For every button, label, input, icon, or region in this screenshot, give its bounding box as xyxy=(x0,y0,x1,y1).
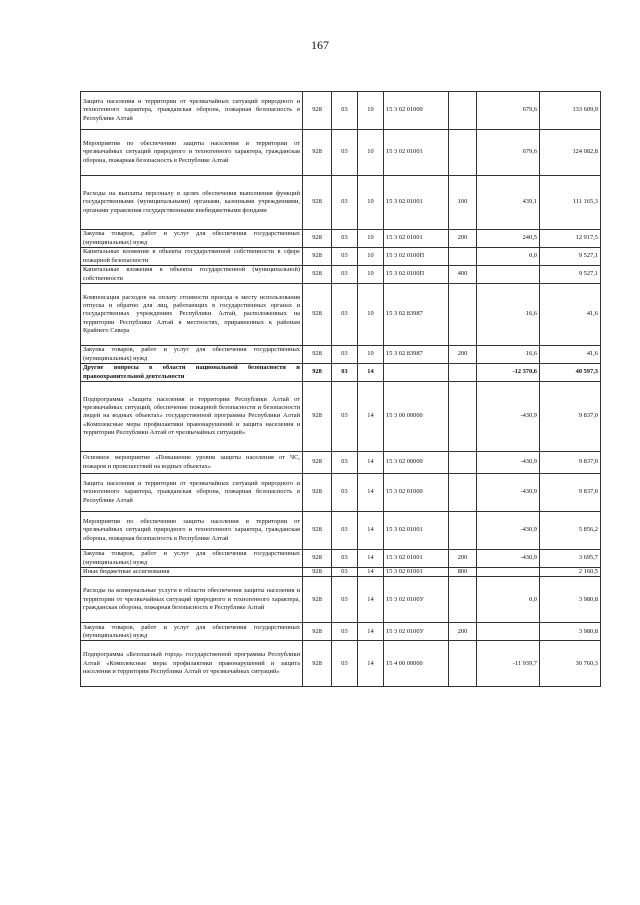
expense-type-cell xyxy=(449,474,477,512)
expense-type-cell xyxy=(449,248,477,266)
table-row xyxy=(81,346,601,364)
change-amount-cell: 439,1 xyxy=(477,176,540,230)
table-row xyxy=(81,512,601,550)
section-code-cell: 03 xyxy=(332,266,358,284)
ved-code-cell: 928 xyxy=(303,92,332,130)
total-amount-cell: 41,6 xyxy=(540,284,601,346)
ved-code-cell: 928 xyxy=(303,568,332,577)
row-name-cell: Закупка товаров, работ и услуг для обеспечения государственных (муниципальных) нужд xyxy=(81,550,303,568)
row-name-cell: Защита населения и территории от чрезвычайных ситуаций природного и техногенного характера, гражданская оборона, пожарная безопасность в Республике Алтай xyxy=(81,474,303,512)
row-name-cell: Основное мероприятие «Повышение уровня защиты населения от ЧС, пожаров и происшествий на водных объектах» xyxy=(81,452,303,474)
expense-type-cell xyxy=(449,577,477,623)
total-amount-cell: 41,6 xyxy=(540,346,601,364)
total-amount-cell: 9 527,1 xyxy=(540,266,601,284)
table-row xyxy=(81,577,601,623)
ved-code-cell: 928 xyxy=(303,230,332,248)
section-code-cell: 03 xyxy=(332,641,358,687)
total-amount-cell: 9 837,0 xyxy=(540,452,601,474)
ved-code-cell: 928 xyxy=(303,550,332,568)
change-amount-cell: -11 939,7 xyxy=(477,641,540,687)
subsection-code-cell: 14 xyxy=(358,568,384,577)
expense-type-cell xyxy=(449,92,477,130)
change-amount-cell: 16,6 xyxy=(477,346,540,364)
expense-type-cell: 400 xyxy=(449,266,477,284)
ved-code-cell: 928 xyxy=(303,474,332,512)
target-article-cell: 15 3 02 01001 xyxy=(384,130,449,176)
total-amount-cell: 124 082,8 xyxy=(540,130,601,176)
ved-code-cell: 928 xyxy=(303,176,332,230)
ved-code-cell: 928 xyxy=(303,577,332,623)
ved-code-cell: 928 xyxy=(303,364,332,382)
target-article-cell: 15 3 02 01001 xyxy=(384,568,449,577)
change-amount-cell: 0,0 xyxy=(477,577,540,623)
expense-type-cell xyxy=(449,641,477,687)
target-article-cell: 15 3 02 01000 xyxy=(384,474,449,512)
target-article-cell: 15 3 02 01001 xyxy=(384,230,449,248)
subsection-code-cell: 10 xyxy=(358,248,384,266)
subsection-code-cell: 14 xyxy=(358,382,384,452)
change-amount-cell: -430,9 xyxy=(477,550,540,568)
table-body xyxy=(81,92,601,687)
budget-table xyxy=(80,91,601,687)
table-row xyxy=(81,452,601,474)
section-code-cell: 03 xyxy=(332,550,358,568)
row-name-cell: Мероприятия по обеспечению защиты населения и территории от чрезвычайных ситуаций природного и техногенного характера, гражданская оборона, пожарная безопасность в Республике Алтай xyxy=(81,130,303,176)
section-code-cell: 03 xyxy=(332,623,358,641)
target-article-cell: 15 3 02 01001 xyxy=(384,512,449,550)
section-code-cell: 03 xyxy=(332,382,358,452)
section-code-cell: 03 xyxy=(332,346,358,364)
total-amount-cell: 2 160,5 xyxy=(540,568,601,577)
total-amount-cell: 40 597,3 xyxy=(540,364,601,382)
row-name-cell: Закупка товаров, работ и услуг для обеспечения государственных (муниципальных) нужд xyxy=(81,346,303,364)
subsection-code-cell: 10 xyxy=(358,230,384,248)
subsection-code-cell: 10 xyxy=(358,284,384,346)
table-row xyxy=(81,550,601,568)
target-article-cell: 15 3 02 0100П xyxy=(384,248,449,266)
row-name-cell: Капитальные вложения в объекты государственной собственности в сфере пожарной безопасности xyxy=(81,248,303,266)
section-code-cell: 03 xyxy=(332,92,358,130)
table-row xyxy=(81,474,601,512)
table-row xyxy=(81,176,601,230)
change-amount-cell: 240,5 xyxy=(477,230,540,248)
target-article-cell: 15 3 02 01001 xyxy=(384,550,449,568)
section-code-cell: 03 xyxy=(332,130,358,176)
expense-type-cell: 800 xyxy=(449,568,477,577)
row-name-cell: Закупка товаров, работ и услуг для обеспечения государственных (муниципальных) нужд xyxy=(81,230,303,248)
section-code-cell: 03 xyxy=(332,452,358,474)
section-code-cell: 03 xyxy=(332,284,358,346)
row-name-cell: Подпрограмма «Защита населения и территории Республики Алтай от чрезвычайных ситуаций, обеспечение пожарной безопасности и безопасности людей на водных объектах» государственной программы Республики Алтай «Комплексные меры профилактики правонарушений и защита населения и территории Республики Алтай от чрезвычайных ситуаций» xyxy=(81,382,303,452)
subsection-code-cell: 14 xyxy=(358,550,384,568)
table-row xyxy=(81,248,601,266)
target-article-cell xyxy=(384,364,449,382)
total-amount-cell: 111 165,3 xyxy=(540,176,601,230)
target-article-cell: 15 3 02 01001 xyxy=(384,176,449,230)
section-code-cell: 03 xyxy=(332,568,358,577)
target-article-cell: 15 3 00 00000 xyxy=(384,382,449,452)
subsection-code-cell: 10 xyxy=(358,176,384,230)
section-code-cell: 03 xyxy=(332,364,358,382)
expense-type-cell: 100 xyxy=(449,176,477,230)
total-amount-cell: 30 760,3 xyxy=(540,641,601,687)
expense-type-cell: 200 xyxy=(449,346,477,364)
section-code-cell: 03 xyxy=(332,512,358,550)
change-amount-cell: -12 370,6 xyxy=(477,364,540,382)
subsection-code-cell: 14 xyxy=(358,641,384,687)
subsection-code-cell: 14 xyxy=(358,452,384,474)
expense-type-cell xyxy=(449,452,477,474)
change-amount-cell xyxy=(477,623,540,641)
subsection-code-cell: 14 xyxy=(358,577,384,623)
ved-code-cell: 928 xyxy=(303,452,332,474)
total-amount-cell: 5 856,2 xyxy=(540,512,601,550)
change-amount-cell: 679,6 xyxy=(477,92,540,130)
ved-code-cell: 928 xyxy=(303,382,332,452)
table-row xyxy=(81,382,601,452)
expense-type-cell xyxy=(449,284,477,346)
total-amount-cell: 9 837,0 xyxy=(540,474,601,512)
total-amount-cell: 3 980,8 xyxy=(540,577,601,623)
change-amount-cell: -430,9 xyxy=(477,512,540,550)
subsection-code-cell: 10 xyxy=(358,92,384,130)
table-row xyxy=(81,284,601,346)
table-row xyxy=(81,568,601,577)
table-row xyxy=(81,130,601,176)
expense-type-cell: 200 xyxy=(449,550,477,568)
section-code-cell: 03 xyxy=(332,248,358,266)
ved-code-cell: 928 xyxy=(303,284,332,346)
ved-code-cell: 928 xyxy=(303,641,332,687)
ved-code-cell: 928 xyxy=(303,623,332,641)
change-amount-cell: -430,9 xyxy=(477,382,540,452)
table-row xyxy=(81,230,601,248)
target-article-cell: 15 3 02 83987 xyxy=(384,346,449,364)
ved-code-cell: 928 xyxy=(303,130,332,176)
change-amount-cell: 679,6 xyxy=(477,130,540,176)
ved-code-cell: 928 xyxy=(303,266,332,284)
total-amount-cell: 3 980,8 xyxy=(540,623,601,641)
total-amount-cell: 12 917,5 xyxy=(540,230,601,248)
target-article-cell: 15 3 02 83987 xyxy=(384,284,449,346)
row-name-cell: Компенсация расходов на оплату стоимости проезда к месту использования отпуска и обратно для лиц, работающих в государственных органах и государственных учреждениях Республики Алтай, расположенных на территории Республики Алтай в местностях, приравненных к районам Крайнего Севера xyxy=(81,284,303,346)
expense-type-cell: 200 xyxy=(449,230,477,248)
change-amount-cell: -430,9 xyxy=(477,474,540,512)
table-row xyxy=(81,266,601,284)
subsection-code-cell: 14 xyxy=(358,364,384,382)
table-row xyxy=(81,92,601,130)
subsection-code-cell: 10 xyxy=(358,266,384,284)
target-article-cell: 15 3 02 01000 xyxy=(384,92,449,130)
section-code-cell: 03 xyxy=(332,474,358,512)
row-name-cell: Другие вопросы в области национальной безопасности и правоохранительной деятельности xyxy=(81,364,303,382)
change-amount-cell xyxy=(477,266,540,284)
subsection-code-cell: 14 xyxy=(358,623,384,641)
target-article-cell: 15 3 02 0100У xyxy=(384,623,449,641)
expense-type-cell xyxy=(449,130,477,176)
page-number: 167 xyxy=(311,38,329,52)
row-name-cell: Мероприятия по обеспечению защиты населения и территории от чрезвычайных ситуаций природного и техногенного характера, гражданская оборона, пожарная безопасность в Республике Алтай xyxy=(81,512,303,550)
subsection-code-cell: 10 xyxy=(358,346,384,364)
row-name-cell: Расходы на выплаты персоналу в целях обеспечения выполнения функций государственными (муниципальными) органами, казенными учреждениями, органами управления государственными внебюджетными фондами xyxy=(81,176,303,230)
subsection-code-cell: 10 xyxy=(358,130,384,176)
row-name-cell: Капитальные вложения в объекты государственной (муниципальной) собственности xyxy=(81,266,303,284)
ved-code-cell: 928 xyxy=(303,248,332,266)
total-amount-cell: 9 837,0 xyxy=(540,382,601,452)
subsection-code-cell: 14 xyxy=(358,512,384,550)
row-name-cell: Подпрограмма «Безопасный город» государственной программы Республики Алтай «Комплексные меры профилактики правонарушений и защита населения и территории Республики Алтай от чрезвычайных ситуаций» xyxy=(81,641,303,687)
section-code-cell: 03 xyxy=(332,577,358,623)
row-name-cell: Расходы на коммунальные услуги в области обеспечения защиты населения и территории от чрезвычайных ситуаций природного и техногенного характера, гражданская оборона, пожарная безопасность в Республике Алтай xyxy=(81,577,303,623)
row-name-cell: Защита населения и территории от чрезвычайных ситуаций природного и техногенного характера, гражданская оборона, пожарная безопасность в Республике Алтай xyxy=(81,92,303,130)
row-name-cell: Иные бюджетные ассигнования xyxy=(81,568,303,577)
target-article-cell: 15 4 00 00000 xyxy=(384,641,449,687)
table-row xyxy=(81,364,601,382)
expense-type-cell xyxy=(449,364,477,382)
change-amount-cell: 16,6 xyxy=(477,284,540,346)
subsection-code-cell: 14 xyxy=(358,474,384,512)
expense-type-cell xyxy=(449,382,477,452)
table-row xyxy=(81,641,601,687)
ved-code-cell: 928 xyxy=(303,512,332,550)
target-article-cell: 15 3 02 00000 xyxy=(384,452,449,474)
expense-type-cell xyxy=(449,512,477,550)
expense-type-cell: 200 xyxy=(449,623,477,641)
section-code-cell: 03 xyxy=(332,176,358,230)
target-article-cell: 15 3 02 0100У xyxy=(384,577,449,623)
total-amount-cell: 3 695,7 xyxy=(540,550,601,568)
table-row xyxy=(81,623,601,641)
ved-code-cell: 928 xyxy=(303,346,332,364)
change-amount-cell xyxy=(477,568,540,577)
section-code-cell: 03 xyxy=(332,230,358,248)
total-amount-cell: 133 609,9 xyxy=(540,92,601,130)
total-amount-cell: 9 527,1 xyxy=(540,248,601,266)
target-article-cell: 15 3 02 0100П xyxy=(384,266,449,284)
change-amount-cell: -430,9 xyxy=(477,452,540,474)
row-name-cell: Закупка товаров, работ и услуг для обеспечения государственных (муниципальных) нужд xyxy=(81,623,303,641)
change-amount-cell: 0,0 xyxy=(477,248,540,266)
